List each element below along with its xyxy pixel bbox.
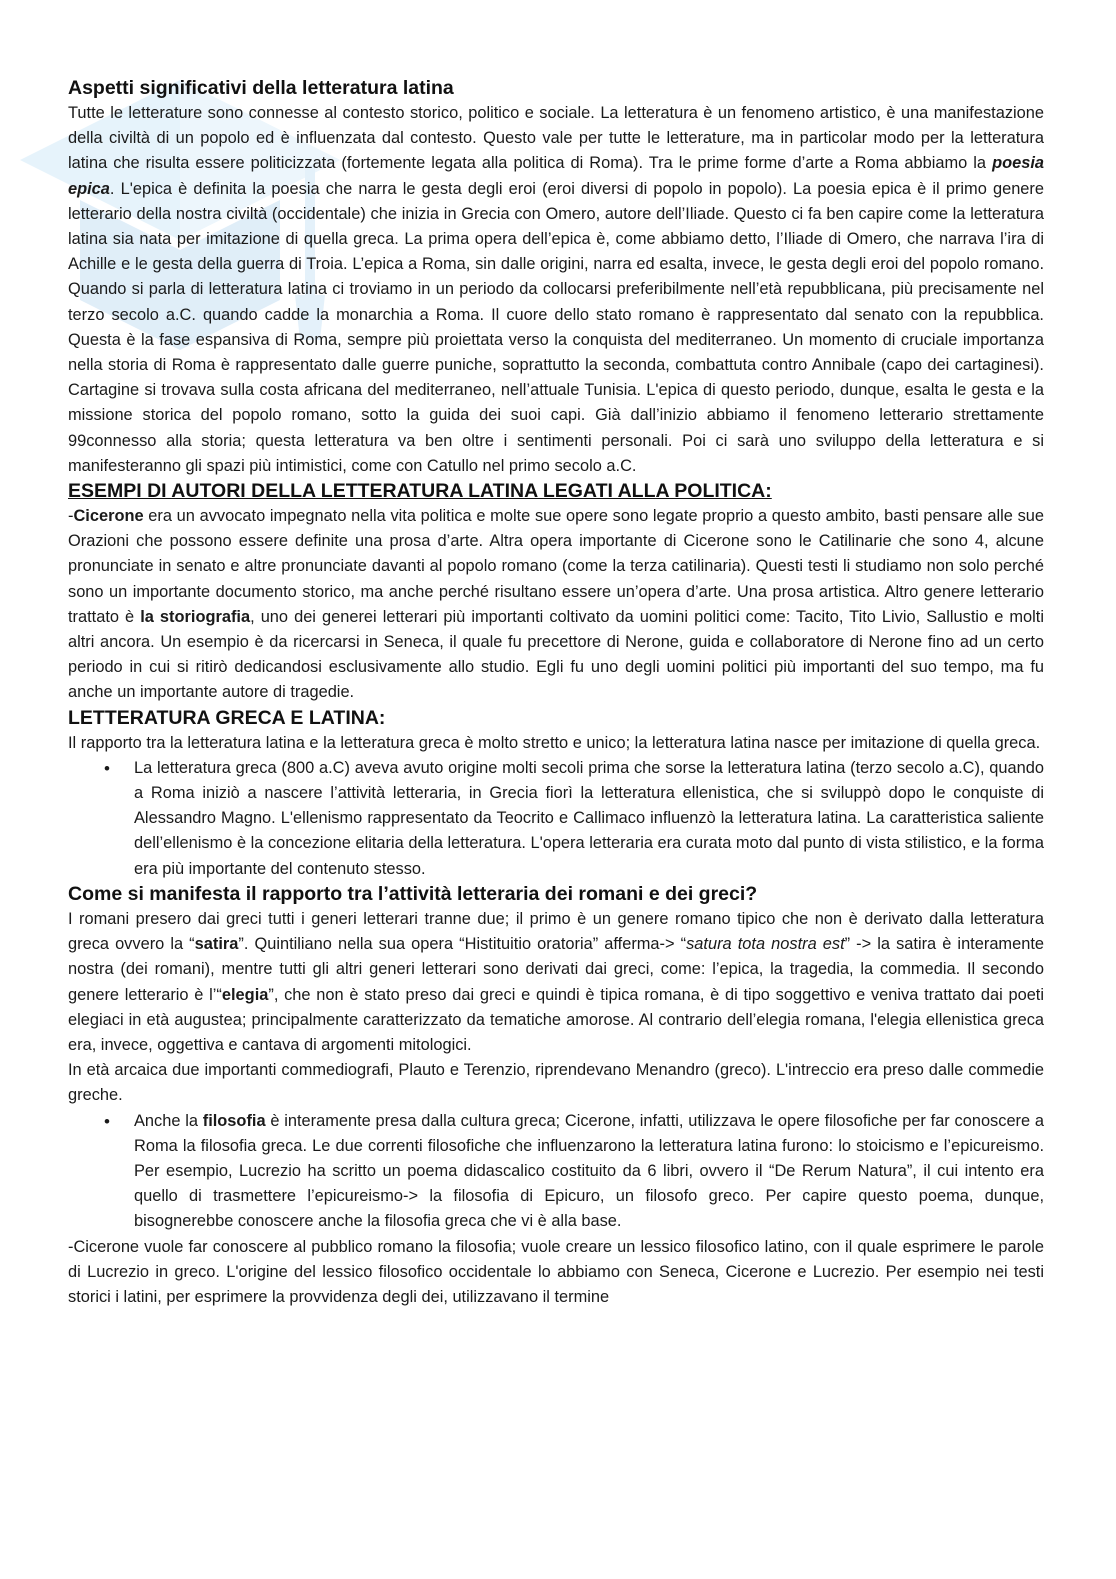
section-greca-latina — [68, 706, 1044, 882]
bold-storiografia: la storiografia — [140, 607, 251, 626]
text-run: I romani presero dai greci tutti i generi letterari tranne due; il primo è un genere romano tipico che non è derivato dalla letteratura greca ovvero la “ — [68, 909, 1044, 954]
paragraph-generi — [68, 907, 1044, 1058]
list-item-letteratura-greca: • La letteratura greca (800 a.C) aveva avuto origine molti secoli prima che sorse la letteratura latina (terzo secolo a.C), quando a Roma iniziò a nascere l’attività letteraria, in Grecia fiorì la letteratura ellenistica, che si sviluppò dopo le conquiste di Alessandro Magno. L'ellenismo rappresentato da Teocrito e Callimaco influenzò la letteratura latina. La caratteristica saliente dell’ellenismo è la concezione elitaria della letteratura. L'opera letteraria era curata moto dal punto di vista stilistico, e la forma era più importante del contenuto stesso. — [134, 756, 1044, 882]
text-run: Tutte le letterature sono connesse al contesto storico, politico e sociale. La letteratura è un fenomeno artistico, è una manifestazione della civiltà di un popolo ed è influenzata dal contesto. Questo vale per tutte le letterature, ma in particolar modo per la letteratura latina che risulta essere politicizzata (fortemente legata alla politica di Roma). Tra le prime forme d’arte a Roma abbiamo la — [68, 104, 1044, 173]
bold-filosofia: filosofia — [202, 1111, 266, 1130]
bullet-list — [68, 756, 1044, 882]
heading-greca-latina: LETTERATURA GRECA E LATINA: — [68, 706, 386, 729]
bullet-list — [68, 1109, 1044, 1235]
section-esempi-autori — [68, 479, 1044, 706]
bold-elegia: elegia — [221, 985, 269, 1004]
bold-cicerone: Cicerone — [73, 507, 144, 526]
paragraph-intro — [68, 101, 1044, 479]
text-run: ”, che non è stato preso dai greci e quindi è tipica romana, è di tipo soggettivo e veniva trattato dai poeti elegiaci in età augustea; principalmente caratterizzato da tematiche amorose. Al contrario dell’elegia romana, l'elegia ellenistica greca era, invece, oggettiva e cantava di argomenti mitologici. — [68, 985, 1044, 1054]
text-run: ”. Quintiliano nella sua opera “Histituitio oratoria” afferma-> “ — [238, 935, 687, 954]
text-run: Anche la — [134, 1111, 203, 1130]
heading-esempi-autori: ESEMPI DI AUTORI DELLA LETTERATURA LATINA LEGATI ALLA POLITICA: — [68, 480, 772, 503]
paragraph-eta-arcaica: In età arcaica due importanti commediografi, Plauto e Terenzio, riprendevano Menandro (greco). L'intreccio era preso dalle commedie greche. — [68, 1061, 1044, 1105]
text-run: , uno dei generei letterari più importanti coltivato da uomini politici come: Tacito, Tito Livio, Sallustio e molti altri ancora. Un esempio è da ricercarsi in Seneca, il quale fu precettore di Nerone, guida e collaboratore di Nerone fino ad un certo periodo in cui si ritirò dedicandosi esclusivamente allo studio. Egli fu uno degli uomini politici più importanti del suo tempo, ma fu anche un importante autore di tragedie. — [68, 607, 1044, 702]
paragraph-rapporto: Il rapporto tra la letteratura latina e la letteratura greca è molto stretto e unico; la letteratura latina nasce per imitazione di quella greca. — [68, 733, 1041, 752]
section-aspetti — [68, 76, 1044, 479]
text-run: ” -> la satira è interamente nostra (dei romani), mentre tutti gli altri generi letterari sono derivati dai greci, come: l’epica, la tragedia, la commedia. Il secondo genere letterario è l’“ — [68, 935, 1044, 1004]
emphasis-poesia-epica: poesia epica — [68, 154, 1044, 198]
paragraph-cicerone — [68, 504, 1044, 706]
italic-satura: satura tota nostra est — [686, 935, 845, 954]
text-run: - — [68, 507, 74, 526]
text-run: . L'epica è definita la poesia che narra le gesta degli eroi (eroi diversi di popolo in popolo). La poesia epica è il primo genere letterario della nostra civiltà (occidentale) che inizia in Grecia con Omero, autore dell’Iliade. Questo ci fa ben capire come la letteratura latina sia nata per imitazione di quella greca. La prima opera dell’epica è, come abbiamo detto, l’Iliade di Omero, che narrava l’ira di Achille e le gesta della guerra di Troia. L’epica a Roma, sin dalle origini, narra ed esalta, invece, le gesta degli eroi del popolo romano. Quando si parla di letteratura latina ci troviamo in un periodo da collocarsi preferibilmente nell’età repubblicana, più precisamente nel terzo secolo a.C. quando cadde la monarchia a Roma. Il cuore dello stato romano è rappresentato dal senato con la repubblica. Questa è la fase espansiva di Roma, sempre più proiettata verso la conquista del mediterraneo. Un momento di cruciale importanza nella storia di Roma è rappresentato dalle guerre puniche, soprattutto la seconda, combattuta contro Annibale (capo dei cartaginesi). Cartagine si trovava sulla costa africana del mediterraneo, nell’attuale Tunisia. L'epica di questo periodo, dunque, esalta le gesta e la missione storica del popolo romano, sotto la guida dei suoi capi. Già dall’inizio abbiamo il fenomeno letterario strettamente 99connesso alla storia; questa letteratura va ben oltre i sentimenti personali. Poi ci sarà uno sviluppo della letteratura e si manifesteranno gli spazi più intimistici, come con Catullo nel primo secolo a.C. — [68, 179, 1044, 475]
list-item-filosofia — [134, 1109, 1044, 1235]
heading-rapporto-romani-greci: Come si manifesta il rapporto tra l’attività letteraria dei romani e dei greci? — [68, 882, 758, 905]
text-run: è interamente presa dalla cultura greca; Cicerone, infatti, utilizzava le opere filosofiche per far conoscere a Roma la filosofia greca. Le due correnti filosofiche che influenzarono la letteratura latina furono: lo stoicismo e l’epicureismo. Per esempio, Lucrezio ha scritto un poema didascalico costituito da 6 libri, ovvero il “De Rerum Natura”, il cui intento era quello di trasmettere l’epicureismo-> la filosofia di Epicuro, un filosofo greco. Per capire questo poema, dunque, bisognerebbe conoscere anche la filosofia greca che vi è alla base. — [134, 1111, 1044, 1231]
paragraph-lessico: -Cicerone vuole far conoscere al pubblico romano la filosofia; vuole creare un lessico filosofico latino, con il quale esprimere le parole di Lucrezio in greco. L'origine del lessico filosofico occidentale lo abbiamo con Seneca, Cicerone e Lucrezio. Per esempio nei testi storici i latini, per esprimere la provvidenza degli dei, utilizzavano il termine — [68, 1237, 1044, 1306]
text-run: era un avvocato impegnato nella vita politica e molte sue opere sono legate proprio a questo ambito, basti pensare alle sue Orazioni che possono essere definite una prosa d’arte. Altra opera importante di Cicerone sono le Catilinarie che sono 4, alcune pronunciate in senato e altre pronunciate davanti al popolo romano (come la terza catilinaria). Questi testi li studiamo non solo perché sono un importante documento storico, ma anche perché risultano essere un’opera d’arte. Una prosa artistica. Altro genere letterario trattato è — [68, 507, 1044, 626]
section-rapporto-romani-greci — [68, 882, 1044, 1310]
bold-satira: satira — [194, 935, 239, 954]
heading-aspetti: Aspetti significativi della letteratura latina — [68, 77, 454, 99]
